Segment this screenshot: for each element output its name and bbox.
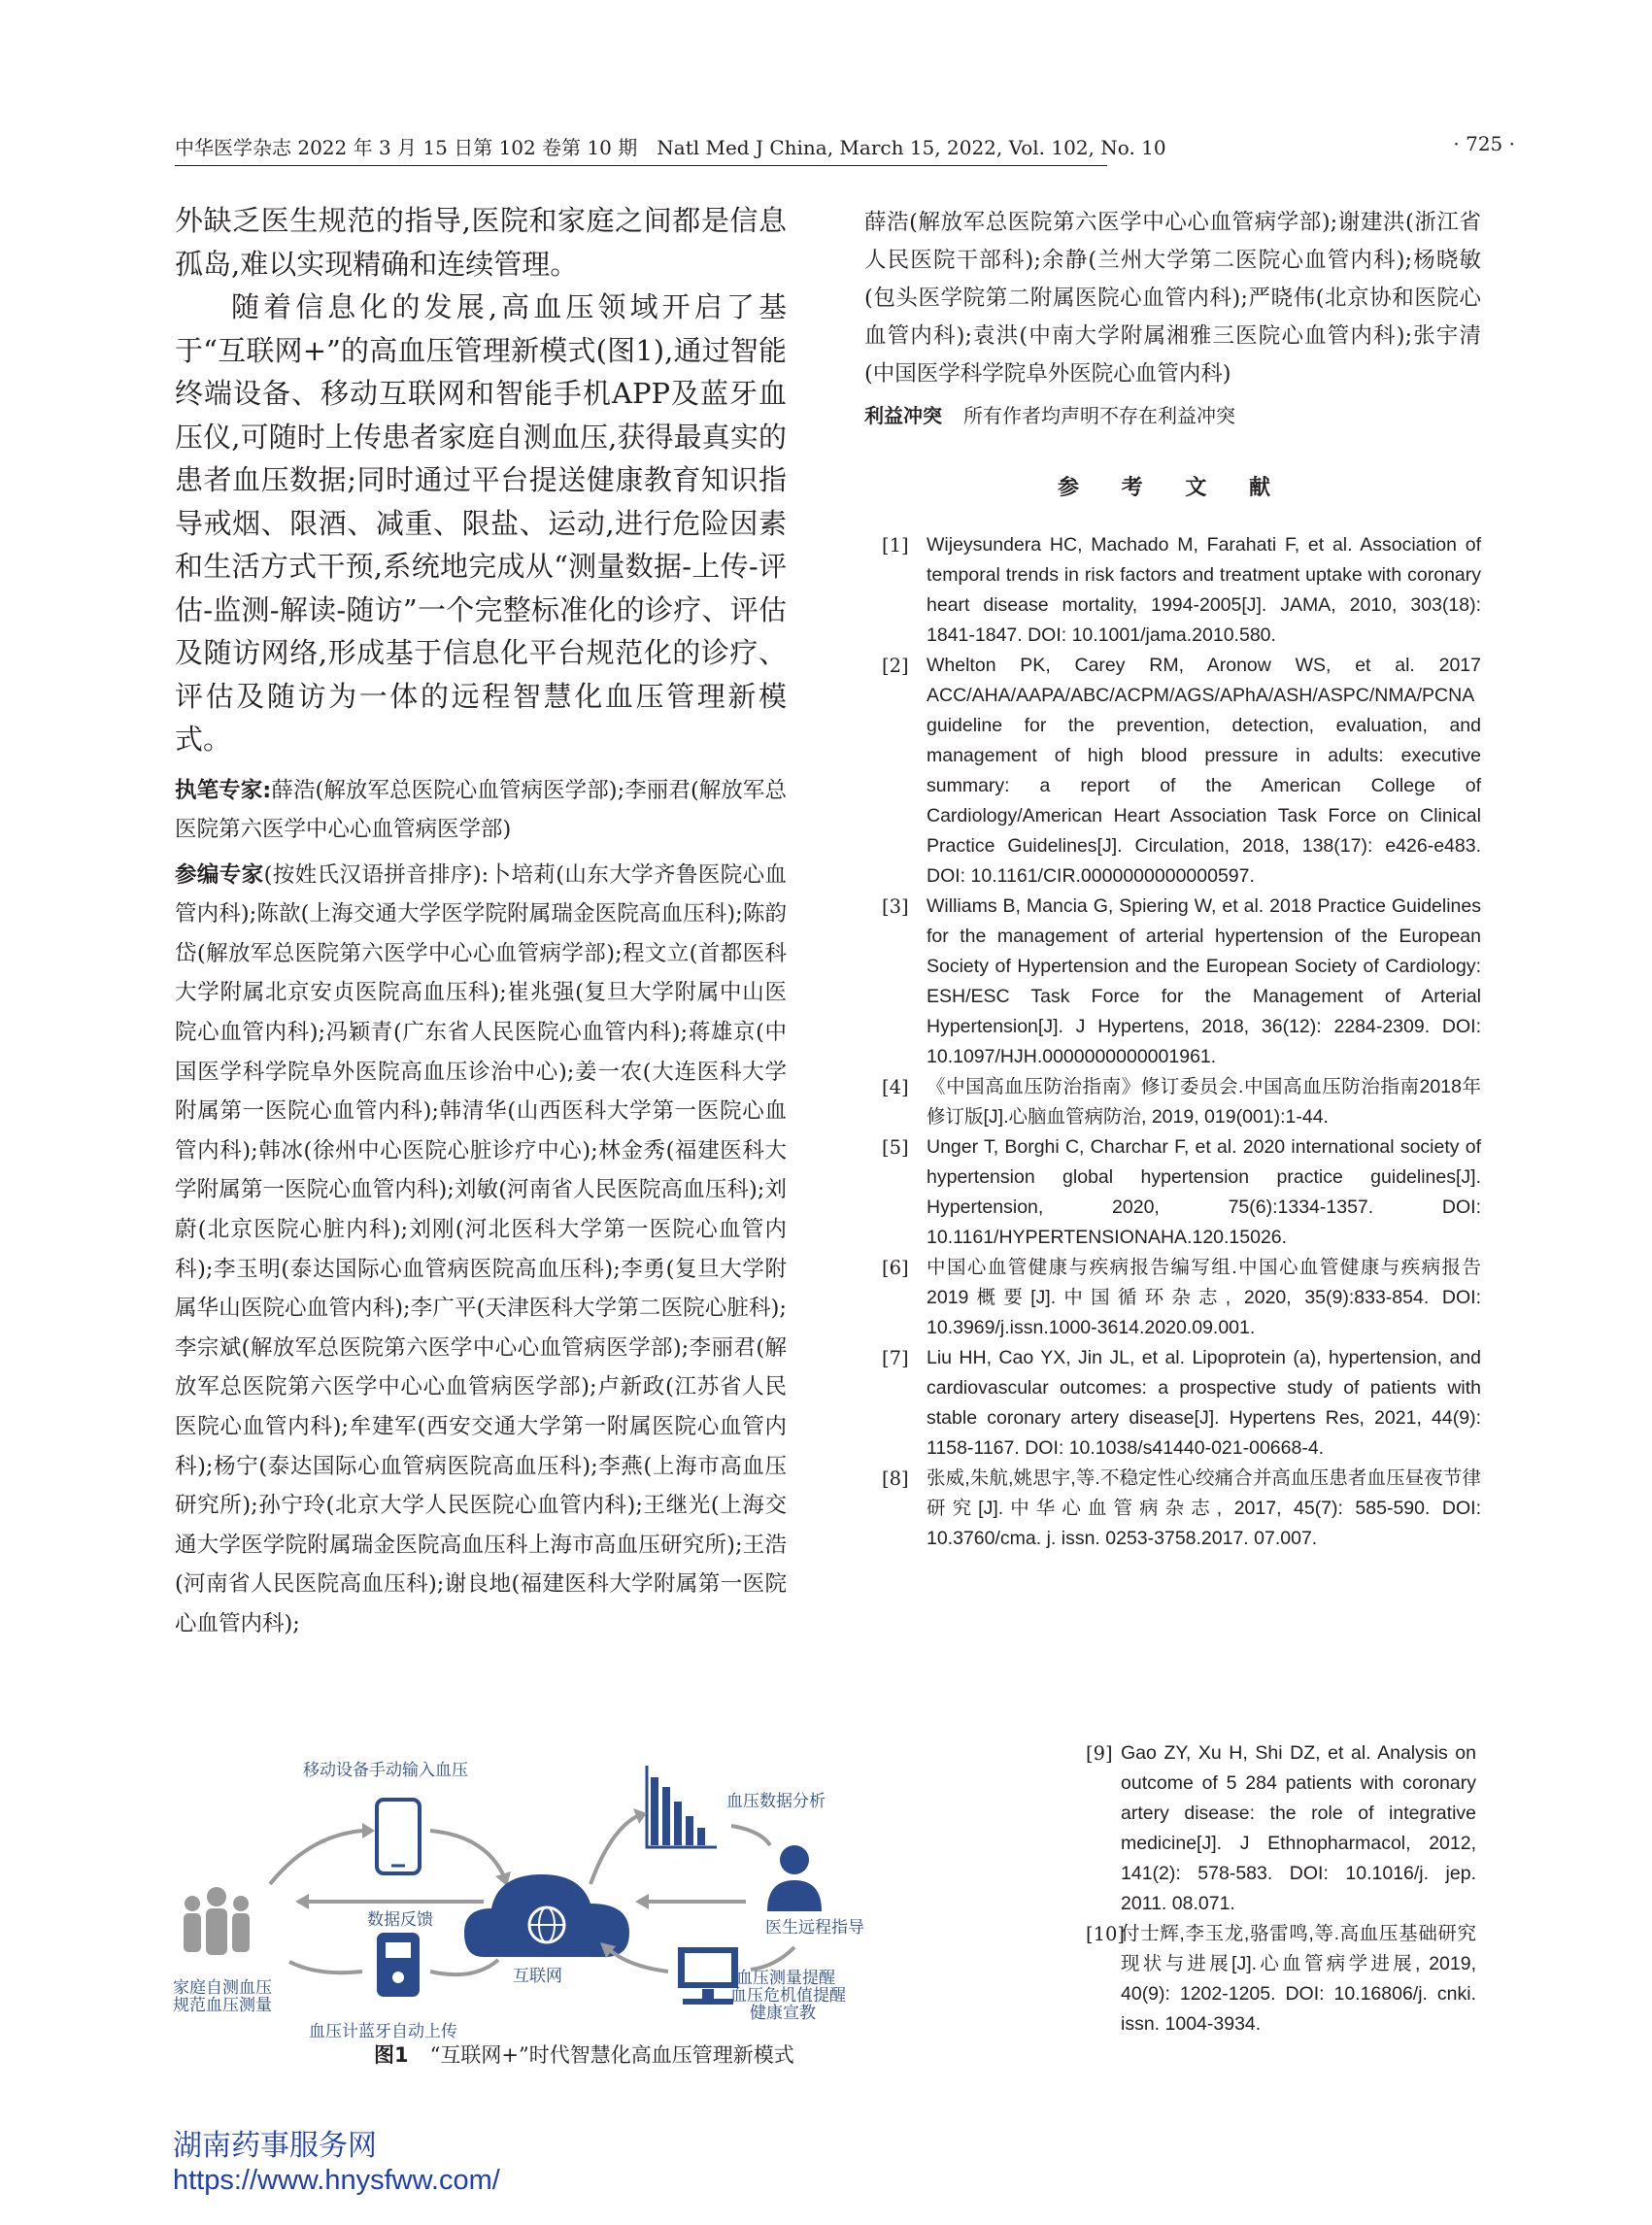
reference-number: [4] bbox=[882, 1076, 909, 1098]
label-measure-reminder: 血压测量提醒 bbox=[736, 1969, 835, 1988]
reference-number: [10] bbox=[1086, 1923, 1126, 1945]
header-rule bbox=[175, 165, 1107, 166]
conflict-label: 利益冲突 bbox=[864, 404, 942, 427]
references-heading: 参 考 文 献 bbox=[1058, 476, 1288, 500]
reference-item bbox=[864, 1343, 1481, 1464]
reference-number: [3] bbox=[882, 895, 909, 918]
reference-text: 张威,朱航,姚思宇,等.不稳定性心绞痛合并高血压患者血压昼夜节律研究[J].中华心血管病杂志, 2017, 45(7): 585-590. DOI: 10.3760/cma. j. issn. 0253-3758.2017. 07.007. bbox=[927, 1467, 1481, 1549]
arrow-home-to-mobile bbox=[270, 1823, 375, 1884]
reference-item bbox=[864, 651, 1481, 892]
label-data-analysis: 血压数据分析 bbox=[726, 1792, 826, 1811]
reference-item bbox=[864, 1464, 1481, 1554]
label-health-education: 健康宣教 bbox=[750, 2004, 816, 2023]
reference-item bbox=[864, 1253, 1481, 1343]
reference-number: [9] bbox=[1086, 1742, 1113, 1765]
reference-number: [1] bbox=[882, 534, 909, 556]
reference-list bbox=[864, 530, 1481, 1554]
contributing-experts-text: (按姓氏汉语拼音排序):卜培莉(山东大学齐鲁医院心血管内科);陈歆(上海交通大学医学院附属瑞金医院高血压科);陈韵岱(解放军总医院第六医学中心心血管病学部);程文立(首都医科大学附属北京安贞医院高血压科);崔兆强(复旦大学附属中山医院心血管内科);冯颖青(广东省人民医院心血管内科);蒋雄京(中国医学科学院阜外医院高血压诊治中心);姜一农(大连医科大学附属第一医院心血管内科);韩清华(山西医科大学第一医院心血管内科);韩冰(徐州中心医院心脏诊疗中心);林金秀(福建医科大学附属第一医院心血管内科);刘敏(河南省人民医院高血压科);刘蔚(北京医院心脏内科);刘刚(河北医科大学第一医院心血管内科);李玉明(泰达国际心血管病医院高血压科);李勇(复旦大学附属华山医院心血管内科);李广平(天津医科大学第二医院心脏科);李宗斌(解放军总医院第六医学中心心血管病医学部);李丽君(解放军总医院第六医学中心心血管病医学部);卢新政(江苏省人民医院心血管内科);牟建军(西安交通大学第一附属医院心血管内科);杨宁(泰达国际心血管病医院高血压科);李燕(上海市高血压研究所);孙宁玲(北京大学人民医院心血管内科);王继光(上海交通大学医学院附属瑞金医院高血压科上海市高血压研究所);王浩(河南省人民医院高血压科);谢良地(福建医科大学附属第一医院心血管内科); bbox=[175, 861, 787, 1636]
smartphone-icon bbox=[377, 1800, 420, 1873]
lead-experts-label: 执笔专家: bbox=[175, 777, 272, 803]
label-crisis-reminder: 血压危机值提醒 bbox=[730, 1986, 846, 2006]
reference-number: [5] bbox=[882, 1136, 909, 1159]
right-column bbox=[864, 204, 1481, 1554]
arrow-computer-to-cloud bbox=[600, 1942, 668, 1972]
family-icon bbox=[184, 1887, 250, 1955]
body-paragraph-1: 外缺乏医生规范的指导,医院和家庭之间都是信息孤岛,难以实现精确和连续管理。 bbox=[175, 204, 787, 281]
figure-diagram bbox=[173, 1738, 872, 2040]
arrow-monitor-to-cloud bbox=[430, 1960, 498, 1974]
lead-experts-text: 薛浩(解放军总医院心血管病医学部);李丽君(解放军总医院第六医学中心心血管病医学部) bbox=[175, 777, 788, 843]
arrow-doctor-cloud bbox=[635, 1894, 746, 1909]
reference-list-continued bbox=[1086, 1738, 1476, 2040]
contributing-experts bbox=[175, 856, 787, 1644]
reference-text: Unger T, Borghi C, Charchar F, et al. 2020 international society of hypertension global hypertension practice guidelines[J]. Hypertension, 2020, 75(6):1334-1357. DOI: 10.1161/HYPERTENSIONAHA.120.15026. bbox=[927, 1136, 1481, 1248]
reference-text: Williams B, Mancia G, Spiering W, et al. 2018 Practice Guidelines for the management of arterial hypertension of the European Society of Hypertension and the European Society of Cardiology: ESH/ESC Task Force for the Management of Arterial Hypertension[J]. J Hypertens, 2018, 36(12): 2284-2309. DOI: 10.1097/HJH.0000000000001961. bbox=[927, 895, 1481, 1067]
reference-text: Gao ZY, Xu H, Shi DZ, et al. Analysis on outcome of 5 284 patients with coronary artery disease: the role of integrative medicine[J]. J Ethnopharmacol, 2012, 141(2): 578-583. DOI: 10.1016/j. jep. 2011. 08.071. bbox=[1121, 1742, 1476, 1914]
figure-caption-number: 图1 bbox=[374, 2043, 409, 2067]
reference-number: [6] bbox=[882, 1257, 909, 1279]
arrow-mobile-to-cloud bbox=[430, 1831, 511, 1886]
left-column bbox=[175, 199, 787, 1644]
reference-text: 中国心血管健康与疾病报告编写组.中国心血管健康与疾病报告2019概要[J].中国循环杂志, 2020, 35(9):833-854. DOI: 10.3969/j.issn.1000-3614.2020.09.001. bbox=[927, 1257, 1481, 1338]
doctor-icon bbox=[767, 1845, 822, 1911]
reference-item bbox=[864, 1132, 1481, 1253]
computer-icon bbox=[678, 1947, 738, 2005]
label-doctor-guidance: 医生远程指导 bbox=[765, 1918, 864, 1938]
figure-caption-text: “互联网+”时代智慧化高血压管理新模式 bbox=[429, 2043, 794, 2067]
reference-number: [7] bbox=[882, 1347, 909, 1369]
reference-item bbox=[864, 892, 1481, 1072]
label-data-feedback: 数据反馈 bbox=[367, 1910, 433, 1930]
arrow-data-feedback bbox=[295, 1894, 484, 1909]
reference-item bbox=[864, 530, 1481, 651]
reference-item bbox=[1086, 1919, 1476, 2040]
arrow-doctor-to-computer bbox=[751, 1947, 794, 1970]
watermark bbox=[173, 2129, 500, 2197]
figure-caption bbox=[374, 2040, 794, 2069]
reference-text: Wijeysundera HC, Machado M, Farahati F, et al. Association of temporal trends in risk factors and treatment uptake with coronary heart disease mortality, 1994-2005[J]. JAMA, 2010, 303(18): 1841-1847. DOI: 10.1001/jama.2010.580. bbox=[927, 534, 1481, 646]
arrow-cloud-to-analysis bbox=[590, 1808, 647, 1884]
arrow-home-to-monitor bbox=[289, 1962, 362, 1972]
reference-text: 付士辉,李玉龙,骆雷鸣,等.高血压基础研究现状与进展[J].心血管病学进展, 2019, 40(9): 1202-1205. DOI: 10.16806/j. cnki. issn. 1004-3934. bbox=[1121, 1923, 1476, 2035]
journal-citation: 中华医学杂志 2022 年 3 月 15 日第 102 卷第 10 期 Natl Med J China, March 15, 2022, Vol. 102, No. 10 bbox=[175, 136, 1166, 159]
bluetooth-bp-monitor-icon bbox=[377, 1933, 420, 1997]
reference-text: 《中国高血压防治指南》修订委员会.中国高血压防治指南2018年修订版[J].心脑血管病防治, 2019, 019(001):1-44. bbox=[927, 1076, 1481, 1128]
contributing-experts-label: 参编专家 bbox=[175, 861, 264, 888]
body-paragraph-2: 随着信息化的发展,高血压领域开启了基于“互联网+”的高血压管理新模式(图1),通过智能终端设备、移动互联网和智能手机APP及蓝牙血压仪,可随时上传患者家庭自测血压,获得最真实的患者血压数据;同时通过平台提送健康教育知识指导戒烟、限酒、减重、限盐、运动,进行危险因素和生活方式干预,系统地完成从“测量数据-上传-评估-监测-解读-随访”一个完整标准化的诊疗、评估及随访网络,形成基于信息化平台规范化的诊疗、评估及随访为一体的远程智慧化血压管理新模式。 bbox=[175, 290, 787, 756]
label-internet: 互联网 bbox=[513, 1967, 562, 1986]
reference-item bbox=[1086, 1738, 1476, 1919]
label-mobile-input: 移动设备手动输入血压 bbox=[303, 1761, 468, 1780]
conflict-text: 所有作者均声明不存在利益冲突 bbox=[963, 404, 1235, 427]
reference-text: Whelton PK, Carey RM, Aronow WS, et al. 2017 ACC/AHA/AAPA/ABC/ACPM/AGS/APhA/ASH/ASPC/NMA/PCNA guideline for the prevention, detection, evaluation, and management of high blood pressure in adults: executive summary: a report of the American College of Cardiology/American Heart Association Task Force on Clinical Practice Guidelines[J]. Circulation, 2018, 138(17): e426-e483. DOI: 10.1161/CIR.0000000000000597. bbox=[927, 655, 1481, 887]
label-home-measure: 家庭自测血压 bbox=[173, 1978, 272, 1998]
page-number: · 725 · bbox=[1453, 132, 1515, 155]
reference-number: [2] bbox=[882, 655, 909, 677]
arrow-analysis-to-doctor bbox=[731, 1826, 770, 1845]
lead-experts bbox=[175, 771, 787, 850]
conflict-of-interest bbox=[864, 401, 1481, 430]
watermark-url[interactable]: https://www.hnysfww.com/ bbox=[173, 2165, 500, 2196]
reference-number: [8] bbox=[882, 1467, 909, 1490]
contributing-experts-continued: 薛浩(解放军总医院第六医学中心心血管病学部);谢建洪(浙江省人民医院干部科);余静(兰州大学第二医院心血管内科);杨晓敏(包头医学院第二附属医院心血管内科);严晓伟(北京协和医院心血管内科);袁洪(中南大学附属湘雅三医院心血管内科);张宇清(中国医学科学院阜外医院心血管内科) bbox=[864, 210, 1481, 387]
label-bluetooth-upload: 血压计蓝牙自动上传 bbox=[309, 2022, 457, 2040]
reference-item bbox=[864, 1072, 1481, 1132]
running-header bbox=[175, 132, 1515, 165]
watermark-site-name: 湖南药事服务网 bbox=[173, 2129, 377, 2163]
figure-1 bbox=[173, 1738, 872, 2059]
reference-text: Liu HH, Cao YX, Jin JL, et al. Lipoprotein (a), hypertension, and cardiovascular outcomes: a prospective study of patients with stable coronary artery disease[J]. Hypertens Res, 2021, 44(9): 1158-1167. DOI: 10.1038/s41440-021-00668-4. bbox=[927, 1347, 1481, 1459]
label-standard-measure: 规范血压测量 bbox=[173, 1996, 272, 2015]
bar-chart-icon bbox=[647, 1766, 717, 1847]
